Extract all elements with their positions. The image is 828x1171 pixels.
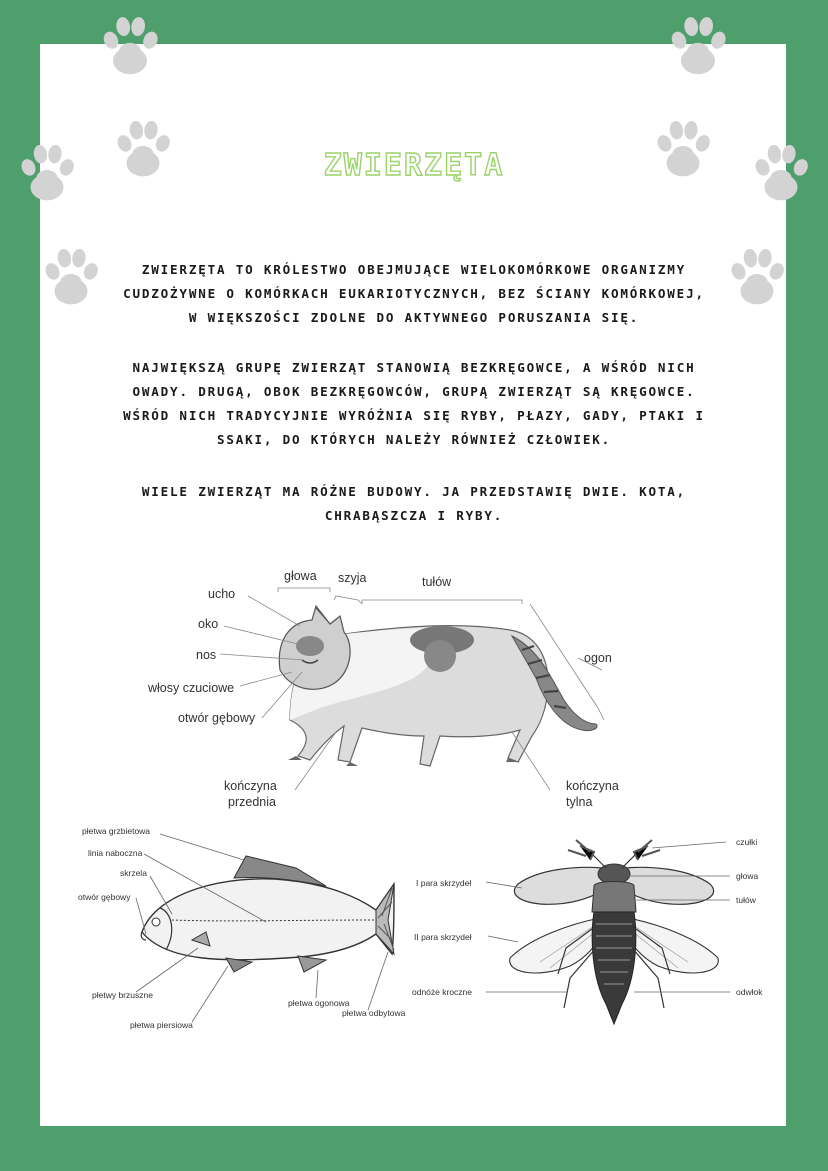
cat-label-head: głowa (284, 569, 317, 583)
structures-paragraph (60, 480, 768, 528)
cat-label-torso: tułów (422, 575, 452, 589)
cat-diagram (140, 560, 640, 820)
fish-label-pectoral-fin: płetwa piersiowa (130, 1020, 193, 1030)
text-line: SSAKI, DO KTÓRYCH NALEŻY RÓWNIEŻ CZŁOWIEK. (216, 432, 612, 447)
fish-label-anal-fin: płetwa odbytowa (342, 1008, 406, 1018)
text-line: CUDZOŻYWNE O KOMÓRKACH EUKARIOTYCZNYCH, BEZ ŚCIANY KOMÓRKOWEJ, (123, 286, 705, 301)
fish-label-gills: skrzela (120, 868, 147, 878)
intro-paragraph (60, 258, 768, 330)
groups-paragraph (60, 356, 768, 452)
beetle-diagram (410, 828, 776, 1038)
cat-illustration (279, 606, 597, 766)
cat-label-mouth: otwór gębowy (178, 711, 256, 725)
text-line: CHRABĄSZCZA I RYBY. (324, 508, 504, 523)
beetle-label-abdomen: odwłok (736, 987, 763, 997)
page-title: ZWIERZĘTA (323, 148, 505, 183)
cat-label-front-leg-2: przednia (228, 795, 276, 809)
cat-label-front-leg: kończyna (224, 779, 277, 793)
cat-label-eye: oko (198, 617, 219, 631)
paw-icon (664, 8, 732, 86)
text-line: WIELE ZWIERZĄT MA RÓŻNE BUDOWY. JA PRZEDSTAWIĘ DWIE. KOTA, (141, 484, 687, 499)
paw-icon (96, 8, 164, 86)
beetle-label-head: głowa (736, 871, 759, 881)
cat-label-nose: nos (196, 648, 217, 662)
fish-label-dorsal-fin: płetwa grzbietowa (82, 826, 151, 836)
beetle-label-wings-1: I para skrzydeł (416, 878, 472, 888)
beetle-label-antennae: czułki (736, 837, 758, 847)
cat-label-whiskers: włosy czuciowe (148, 681, 235, 695)
fish-label-pelvic-fins: płetwy brzuszne (92, 990, 153, 1000)
beetle-label-thorax: tułów (736, 895, 756, 905)
fish-label-lateral-line: linia naboczna (88, 848, 143, 858)
fish-diagram (76, 822, 416, 1038)
text-line: ZWIERZĘTA TO KRÓLESTWO OBEJMUJĄCE WIELOKOMÓRKOWE ORGANIZMY (141, 262, 687, 277)
cat-label-hind-leg-2: tylna (566, 795, 593, 809)
cat-label-tail: ogon (584, 651, 612, 665)
text-line: NAJWIĘKSZĄ GRUPĘ ZWIERZĄT STANOWIĄ BEZKRĘGOWCE, A WŚRÓD NICH (132, 360, 696, 375)
text-line: W WIĘKSZOŚCI ZDOLNE DO AKTYWNEGO PORUSZANIA SIĘ. (188, 310, 640, 325)
text-line: OWADY. DRUGĄ, OBOK BEZKRĘGOWCÓW, GRUPĄ ZWIERZĄT SĄ KRĘGOWCE. (132, 384, 696, 399)
beetle-illustration (510, 840, 719, 1024)
text-line: WŚRÓD NICH TRADYCYJNIE WYRÓŻNIA SIĘ RYBY, PŁAZY, GADY, PTAKI I (123, 408, 705, 423)
cat-label-hind-leg: kończyna (566, 779, 619, 793)
cat-label-neck: szyja (338, 571, 367, 585)
cat-label-ear: ucho (208, 587, 236, 601)
beetle-label-leg: odnóże kroczne (412, 987, 473, 997)
fish-label-mouth: otwór gębowy (78, 892, 131, 902)
beetle-label-wings-2: II para skrzydeł (414, 932, 472, 942)
fish-label-tail-fin: płetwa ogonowa (288, 998, 350, 1008)
